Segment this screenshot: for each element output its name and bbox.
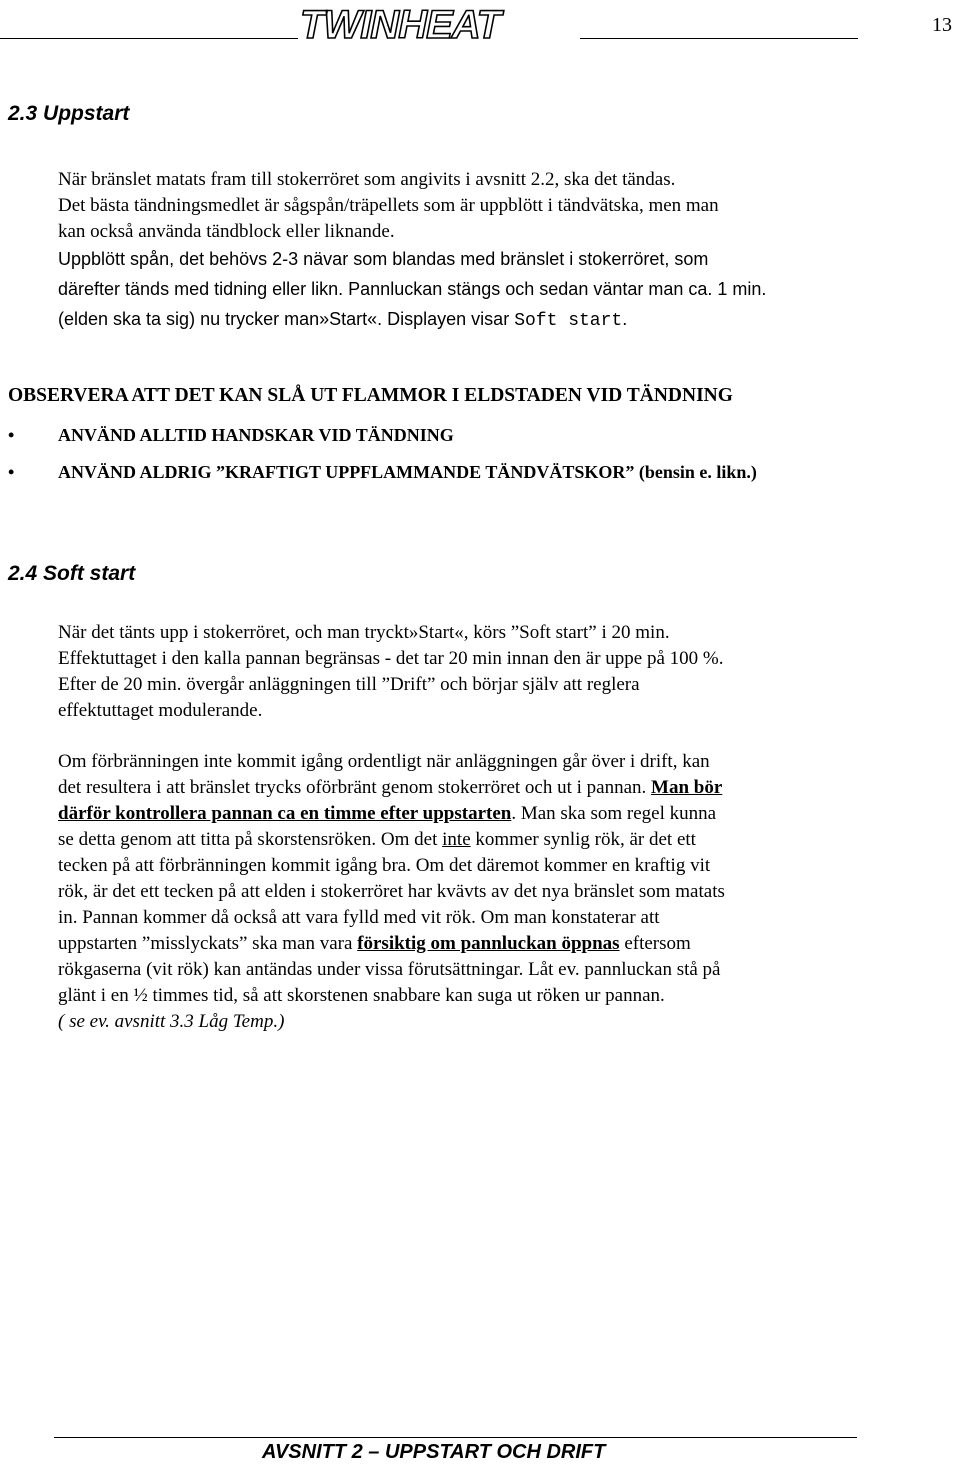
footer-rule [54, 1437, 857, 1438]
emphasis-text: därför kontrollera pannan ca en timme efter uppstarten [58, 803, 512, 824]
reference-note: ( se ev. avsnitt 3.3 Låg Temp.) [58, 1011, 285, 1032]
text-line: rök, är det ett tecken på att elden i stokerröret har kvävts av det nya bränslet som matats [58, 881, 725, 902]
paragraph-combustion-check [58, 749, 725, 1035]
text-line [58, 931, 725, 957]
emphasis-text: försiktig om pannluckan öppnas [357, 933, 620, 954]
text-line [58, 827, 725, 853]
text-line: rökgaserna (vit rök) kan antändas under vissa förutsättningar. Låt ev. pannluckan stå på [58, 959, 721, 980]
page-number: 13 [932, 14, 952, 36]
section-heading-uppstart: 2.3 Uppstart [8, 102, 130, 125]
text-line: därefter tänds med tidning eller likn. Pannluckan stängs och sedan väntar man ca. 1 min. [58, 279, 767, 299]
text-line: När det tänts upp i stokerröret, och man tryckt»Start«, körs ”Soft start” i 20 min. [58, 622, 670, 643]
text-line: När bränslet matats fram till stokerröret som angivits i avsnitt 2.2, ska det tändas. [58, 169, 676, 190]
bullet-text: ANVÄND ALDRIG ”KRAFTIGT UPPFLAMMANDE TÄNDVÄTSKOR” (bensin e. likn.) [58, 462, 757, 482]
section-heading-soft-start: 2.4 Soft start [8, 562, 136, 585]
svg-text:TWINHEAT: TWINHEAT [300, 3, 501, 42]
text-line: kan också använda tändblock eller liknande. [58, 221, 395, 242]
text-run: kommer synlig rök, är det ett [470, 829, 696, 850]
bullet-icon: • [8, 462, 15, 482]
display-code-soft-start: Soft start [514, 311, 623, 331]
bullet-icon: • [8, 425, 15, 445]
text-line: effektuttaget modulerande. [58, 700, 263, 721]
text-run: . Man ska som regel kunna [511, 803, 717, 824]
emphasis-text: Man bör [651, 777, 723, 798]
text-line [58, 801, 725, 827]
text-line: Effektuttaget i den kalla pannan begränsas - det tar 20 min innan den är uppe på 100 %. [58, 648, 724, 669]
text-line: Efter de 20 min. övergår anläggningen till ”Drift” och börjar själv att reglera [58, 674, 640, 695]
bullet-text: ANVÄND ALLTID HANDSKAR VID TÄNDNING [58, 425, 454, 445]
text-line: glänt i en ½ timmes tid, så att skorstenen snabbare kan suga ut röken ur pannan. [58, 985, 665, 1006]
text-run: uppstarten ”misslyckats” ska man vara [58, 933, 358, 954]
text-line [58, 775, 725, 801]
warning-title: OBSERVERA ATT DET KAN SLÅ UT FLAMMOR I ELDSTADEN VID TÄNDNING [8, 385, 733, 406]
text-line [58, 304, 766, 336]
footer-title: AVSNITT 2 – UPPSTART OCH DRIFT [262, 1441, 606, 1463]
header-rule-left [0, 38, 298, 39]
twinheat-logo [296, 2, 581, 42]
text-run: . [622, 309, 628, 329]
text-line: in. Pannan kommer då också att vara fylld med vit rök. Om man konstaterar att [58, 907, 660, 928]
text-run: det resultera i att bränslet trycks oförbränt genom stokerröret och ut i pannan. [58, 777, 652, 798]
text-line: tecken på att förbränningen kommit igång bra. Om det däremot kommer en kraftig vit [58, 855, 711, 876]
warning-bullet-gloves [8, 425, 454, 446]
text-line: Om förbränningen inte kommit igång ordentligt när anläggningen går över i drift, kan [58, 751, 710, 772]
text-line: Det bästa tändningsmedlet är sågspån/träpellets som är uppblött i tändvätska, men man [58, 195, 719, 216]
text-run: (elden ska ta sig) nu trycker man»Start«. Displayen visar [58, 309, 515, 329]
text-line: Uppblött spån, det behövs 2-3 nävar som blandas med bränslet i stokerröret, som [58, 249, 709, 269]
underlined-text: inte [442, 829, 471, 850]
warning-bullet-fluids [8, 462, 757, 483]
text-run: se detta genom att titta på skorstensröken. Om det [58, 829, 443, 850]
text-run: eftersom [619, 933, 691, 954]
header-rule-right [580, 38, 858, 39]
paragraph-soft-start [58, 620, 723, 724]
paragraph-ignition [58, 244, 766, 336]
paragraph-intro [58, 167, 719, 245]
